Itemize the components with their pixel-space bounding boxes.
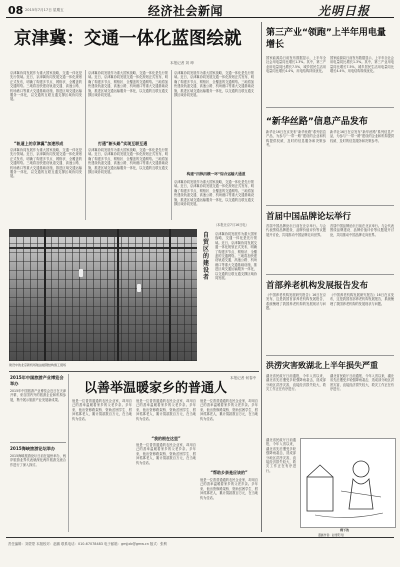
feature-body-col3b: 他是一位普普通通的农民企业家，却用自己的善举温暖着家乡的父老乡亲。多年来，他出资修路架桥、资助贫困学生、慰问孤寡老人，累计捐款数百万元，在当地传为佳话。 xyxy=(200,478,258,500)
feature-headline: 以善举温暖家乡的普通人 xyxy=(84,381,228,396)
cartoon-caption: 剩下的 xyxy=(340,528,350,532)
bottom-story1-headline: 2015年中国旅游产业博览会举办 xyxy=(10,375,64,386)
feature-body-col3: 他是一位普普通通的农民企业家，却用自己的善举温暖着家乡的父老乡亲。多年来，他出资修路架桥、资助贫困学生、慰问孤寡老人，累计捐款数百万元，在当地传为佳话。 xyxy=(200,399,258,421)
right-story4-body-b: 《中国养老机构发展研究报告》16日在京发布，这是我国首部养老机构发展报告，系统梳理了我国养老机构的发展现状与问题。 xyxy=(330,293,394,306)
lead-body-col3b: 京津冀协同发展作为重大国家战略，交通一体化是先行领域。近日，京津冀协同发展交通一体化规划正式发布，明确了构建多节点、网格状、全覆盖的交通网络。三地将加快建设轨道交通、高速公路、机场港口等重大交通基础设施，推进区域交通运输服务一体化，以交通的互联互通支撑区域协同发展。 xyxy=(174,180,254,207)
right-story3-body: 首届中国品牌论坛日前在北京举行。与会代表围绕品牌建设、品牌价值评价等议题展开讨论，共同推动中国品牌走向世界。 xyxy=(266,224,326,237)
lead-subhead-2: 打通“断头路”实现互联互通 xyxy=(98,141,148,146)
feature-subhead-1: “我的根在这里” xyxy=(151,436,181,441)
right-story5-body-b: 湖北省民政厅日前通报，今年入汛以来，湖北省先后遭受多轮强降雨袭击，造成部分地区洪涝灾害，直接经济损失较大，救灾工作正在有序进行。 xyxy=(330,374,394,392)
feature-body-col1: 他是一位普普通通的农民企业家，却用自己的善举温暖着家乡的父老乡亲。多年来，他出资修路架桥、资助贫困学生、慰问孤寡老人，累计捐款数百万元，在当地传为佳话。 xyxy=(72,399,132,421)
lead-body-col2b: 京津冀协同发展作为重大国家战略，交通一体化是先行领域。近日，京津冀协同发展交通一体化规划正式发布，明确了构建多节点、网格状、全覆盖的交通网络。三地将加快建设轨道交通、高速公路、机场港口等重大交通基础设施，推进区域交通运输服务一体化，以交通的互联互通支撑区域协同发展。 xyxy=(88,148,168,175)
right-story5-body: 湖北省民政厅日前通报，今年入汛以来，湖北省先后遭受多轮强降雨袭击，造成部分地区洪涝灾害，直接经济损失较大，救灾工作正在有序进行。 xyxy=(266,374,326,392)
right-story1-headline: 第三产业“领跑”上半年用电量增长 xyxy=(266,28,386,50)
lead-body-col1: 京津冀协同发展作为重大国家战略，交通一体化是先行领域。近日，京津冀协同发展交通一体化规划正式发布，明确了构建多节点、网格状、全覆盖的交通网络。三地将加快建设轨道交通、高速公路、机场港口等重大交通基础设施，推进区域交通运输服务一体化，以交通的互联互通支撑区域协同发展。 xyxy=(10,71,82,102)
right-story2-body: 新华社16日在京发布“新华丝路”系列信息产品，为参与“一带一路”建设的企业和机构提供权威、及时的信息服务和决策参考。 xyxy=(266,130,326,148)
right-story2-body-b: 新华社16日在京发布“新华丝路”系列信息产品，为参与“一带一路”建设的企业和机构提供权威、及时的信息服务和决策参考。 xyxy=(330,130,394,143)
right-story3-body-b: 首届中国品牌论坛日前在北京举行。与会代表围绕品牌建设、品牌价值评价等议题展开讨论，共同推动中国品牌走向世界。 xyxy=(330,224,394,237)
right-story3-headline: 首届中国品牌论坛举行 xyxy=(266,212,352,222)
photo-caption: 建设中的北京新机场航站楼钢结构施工现场 xyxy=(9,363,67,367)
date-line: 2015年7月17日 星期五 xyxy=(25,8,64,12)
bottom-story2-headline: 2015海峡旅游论坛举办 xyxy=(10,446,56,451)
feature-body-col2: 他是一位普普通通的农民企业家，却用自己的善举温暖着家乡的父老乡亲。多年来，他出资修路架桥、资助贫困学生、慰问孤寡老人，累计捐款数百万元，在当地传为佳话。 xyxy=(136,399,196,421)
section-title: 经济社会新闻 xyxy=(148,4,224,18)
right-story1-body: 国家能源局日前发布数据显示，上半年全社会用电量同比增长1.3%。其中，第三产业用电量同比增长7.5%，城乡居民生活用电量同比增长4.4%，用电结构持续优化。 xyxy=(266,56,326,74)
lead-body-col1b: 京津冀协同发展作为重大国家战略，交通一体化是先行领域。近日，京津冀协同发展交通一体化规划正式发布，明确了构建多节点、网格状、全覆盖的交通网络。三地将加快建设轨道交通、高速公路、机场港口等重大交通基础设施，推进区域交通运输服务一体化，以交通的互联互通支撑区域协同发展。 xyxy=(10,148,82,179)
lead-mid-heading: 构建“四纵四横一环”综合运输大通道 xyxy=(186,172,246,176)
page-number: 08 xyxy=(8,4,24,17)
cartoon-illustration xyxy=(300,438,396,528)
feature-subhead-2: “帮助乡亲是应该的” xyxy=(210,470,248,475)
right-story4-body: 《中国养老机构发展研究报告》16日在京发布，这是我国首部养老机构发展报告，系统梳理了我国养老机构的发展现状与问题。 xyxy=(266,293,326,311)
bottom-story1-body: 2015年中国旅游产业博览会近日在天津开幕，来自国内外的旅游企业和机构参展，集中展示旅游产业发展新成果。 xyxy=(10,389,66,402)
footer-line: 责任编辑：刘蒙蒙 本版校对：赵鹏 联系电话：010-67078483 电子邮箱：gmjjxb@gmw.cn 版式：张利 xyxy=(8,542,167,546)
feature-body-col2b: 他是一位普普通通的农民企业家，却用自己的善举温暖着家乡的父老乡亲。多年来，他出资修路架桥、资助贫困学生、慰问孤寡老人，累计捐款数百万元，在当地传为佳话。 xyxy=(136,443,196,465)
masthead-rule xyxy=(6,17,394,18)
right-bottom-body: 湖北省民政厅日前通报，今年入汛以来，湖北省先后遭受多轮强降雨袭击，造成部分地区洪涝灾害，直接经济损失较大，救灾工作正在有序进行。 xyxy=(266,438,296,473)
construction-photo xyxy=(9,229,197,361)
lead-byline: 本报记者 刘 坤 xyxy=(170,61,194,65)
right-story5-headline: 洪涝灾害致湖北上半年损失严重 xyxy=(266,361,378,370)
lead-note: （本报北京7月16日电） xyxy=(214,223,249,227)
paper-logo: 光明日报 xyxy=(318,4,371,18)
lead-headline: 京津冀：交通一体化蓝图绘就 xyxy=(14,29,242,49)
lead-body-col3: 京津冀协同发展作为重大国家战略，交通一体化是先行领域。近日，京津冀协同发展交通一体化规划正式发布，明确了构建多节点、网格状、全覆盖的交通网络。三地将加快建设轨道交通、高速公路、机场港口等重大交通基础设施，推进区域交通运输服务一体化，以交通的互联互通支撑区域协同发展。 xyxy=(174,71,254,98)
right-story4-headline: 首部养老机构发展报告发布 xyxy=(266,281,369,291)
lead-body-col2: 京津冀协同发展作为重大国家战略，交通一体化是先行领域。近日，京津冀协同发展交通一体化规划正式发布，明确了构建多节点、网格状、全覆盖的交通网络。三地将加快建设轨道交通、高速公路、机场港口等重大交通基础设施，推进区域交通运输服务一体化，以交通的互联互通支撑区域协同发展。 xyxy=(88,71,168,98)
bottom-story2-body: 2015海峡旅游论坛日前在福州举办，两岸旅游业界代表就深化两岸旅游交流合作进行了深入探讨。 xyxy=(10,454,66,467)
right-story1-body-b: 国家能源局日前发布数据显示，上半年全社会用电量同比增长1.3%。其中，第三产业用电量同比增长7.5%，城乡居民生活用电量同比增长4.4%，用电结构持续优化。 xyxy=(330,56,394,74)
feature-byline: 本报记者 何春中 xyxy=(230,376,257,380)
right-story2-headline: “新华丝路”信息产品发布 xyxy=(266,117,368,127)
footer-rule xyxy=(6,537,394,538)
lead-subhead-1: “轨道上的京津冀”加速形成 xyxy=(14,141,64,146)
vertical-caption-body: 京津冀协同发展作为重大国家战略，交通一体化是先行领域。近日，京津冀协同发展交通一体化规划正式发布，明确了构建多节点、网格状、全覆盖的交通网络。三地将加快建设轨道交通、高速公路、机场港口等重大交通基础设施，推进区域交通运输服务一体化，以交通的互联互通支撑区域协同发展。 xyxy=(215,232,257,281)
cartoon-credit: 漫画作者：赵雪阳 绘 xyxy=(318,533,345,537)
vertical-caption: 自贸区的建设者 xyxy=(203,232,210,281)
cartoon-drawing-icon xyxy=(301,439,395,527)
